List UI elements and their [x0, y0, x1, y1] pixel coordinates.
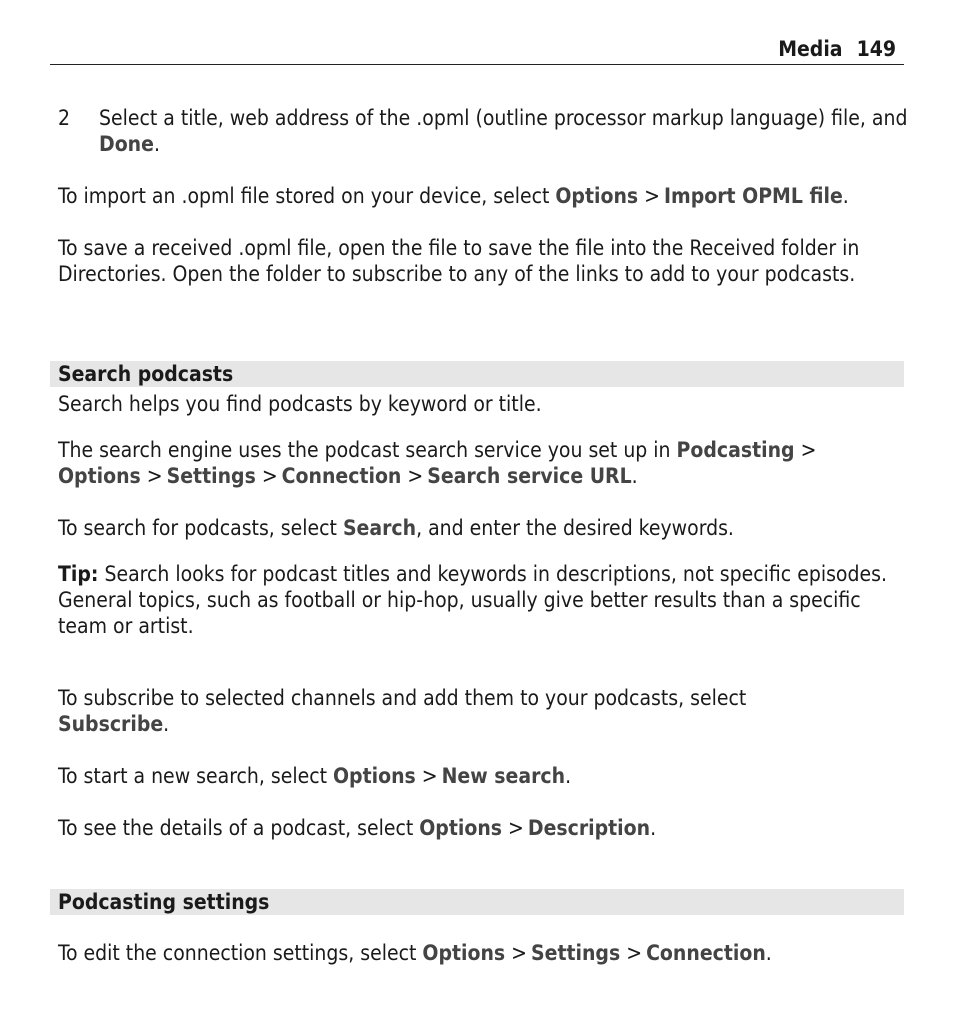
- menu-separator: >: [800, 438, 817, 462]
- connection-paragraph: [58, 940, 908, 966]
- header-label: [778, 36, 896, 62]
- engine-paragraph: [58, 437, 908, 489]
- search-option: Search: [342, 516, 417, 540]
- menu-separator: >: [261, 464, 278, 488]
- page-header: [50, 36, 904, 65]
- menu-separator: >: [626, 941, 643, 965]
- description-option: Description: [527, 816, 651, 840]
- done-option: Done: [99, 132, 154, 156]
- section-title: Search podcasts: [58, 362, 234, 386]
- page-number: 149: [856, 37, 896, 61]
- connection-text: To edit the connection settings, select: [58, 941, 423, 965]
- subscribe-option: Subscribe: [58, 712, 164, 736]
- settings-option: Settings: [531, 941, 621, 965]
- import-text: To import an .opml file stored on your device, select: [58, 184, 556, 208]
- options-menu: Options: [422, 941, 506, 965]
- details-paragraph: [58, 815, 908, 841]
- engine-end: .: [631, 464, 638, 488]
- tip-paragraph: [58, 561, 908, 639]
- menu-separator: >: [644, 184, 660, 208]
- step-number: 2: [58, 106, 71, 130]
- search-intro: Search helps you find podcasts by keyword or title.: [58, 392, 542, 416]
- search-service-url-option: Search service URL: [427, 464, 632, 488]
- subscribe-end: .: [163, 712, 170, 736]
- tip-label: Tip:: [58, 562, 99, 586]
- menu-separator: >: [511, 941, 528, 965]
- engine-text: The search engine uses the podcast search service you set up in: [58, 438, 677, 462]
- options-menu: Options: [555, 184, 639, 208]
- search-text-a: To search for podcasts, select: [58, 516, 343, 540]
- search-paragraph: [58, 515, 908, 541]
- step-text-a: Select a title, web address of the .opml (outline processor markup language) file, and: [99, 106, 908, 130]
- tip-text: Search looks for podcast titles and keywords in descriptions, not specific episodes. General topics, such as football or hip-hop, usually give better results than a specific team or artist.: [58, 562, 887, 638]
- menu-separator: >: [508, 816, 524, 840]
- connection-option: Connection: [646, 941, 766, 965]
- section-heading-search-podcasts: [50, 361, 904, 387]
- subscribe-paragraph: [58, 685, 908, 737]
- import-end: .: [842, 184, 849, 208]
- connection-end: .: [765, 941, 772, 965]
- podcasting-menu: Podcasting: [676, 438, 795, 462]
- import-opml-option: Import OPML file: [664, 184, 843, 208]
- connection-menu: Connection: [281, 464, 402, 488]
- new-search-paragraph: [58, 763, 908, 789]
- new-search-option: New search: [441, 764, 566, 788]
- subscribe-text: To subscribe to selected channels and add them to your podcasts, select: [58, 686, 747, 710]
- settings-menu: Settings: [166, 464, 256, 488]
- section-title: Podcasting settings: [58, 890, 270, 914]
- section-heading-podcasting-settings: [50, 889, 904, 915]
- new-search-text: To start a new search, select: [58, 764, 333, 788]
- import-paragraph: [58, 183, 908, 209]
- new-search-end: .: [565, 764, 572, 788]
- options-menu: Options: [419, 816, 503, 840]
- menu-separator: >: [421, 764, 438, 788]
- options-menu: Options: [333, 764, 416, 788]
- header-section: Media: [778, 37, 843, 61]
- menu-separator: >: [146, 464, 163, 488]
- step-text: [99, 105, 908, 157]
- details-text: To see the details of a podcast, select: [58, 816, 420, 840]
- step-end: .: [153, 132, 160, 156]
- details-end: .: [650, 816, 657, 840]
- menu-separator: >: [407, 464, 424, 488]
- save-paragraph: To save a received .opml file, open the file to save the file into the Received folder in Directories. Open the folder to subscribe to any of the links to add to your podcasts.: [58, 236, 860, 286]
- options-menu: Options: [58, 464, 141, 488]
- search-text-b: , and enter the desired keywords.: [416, 516, 734, 540]
